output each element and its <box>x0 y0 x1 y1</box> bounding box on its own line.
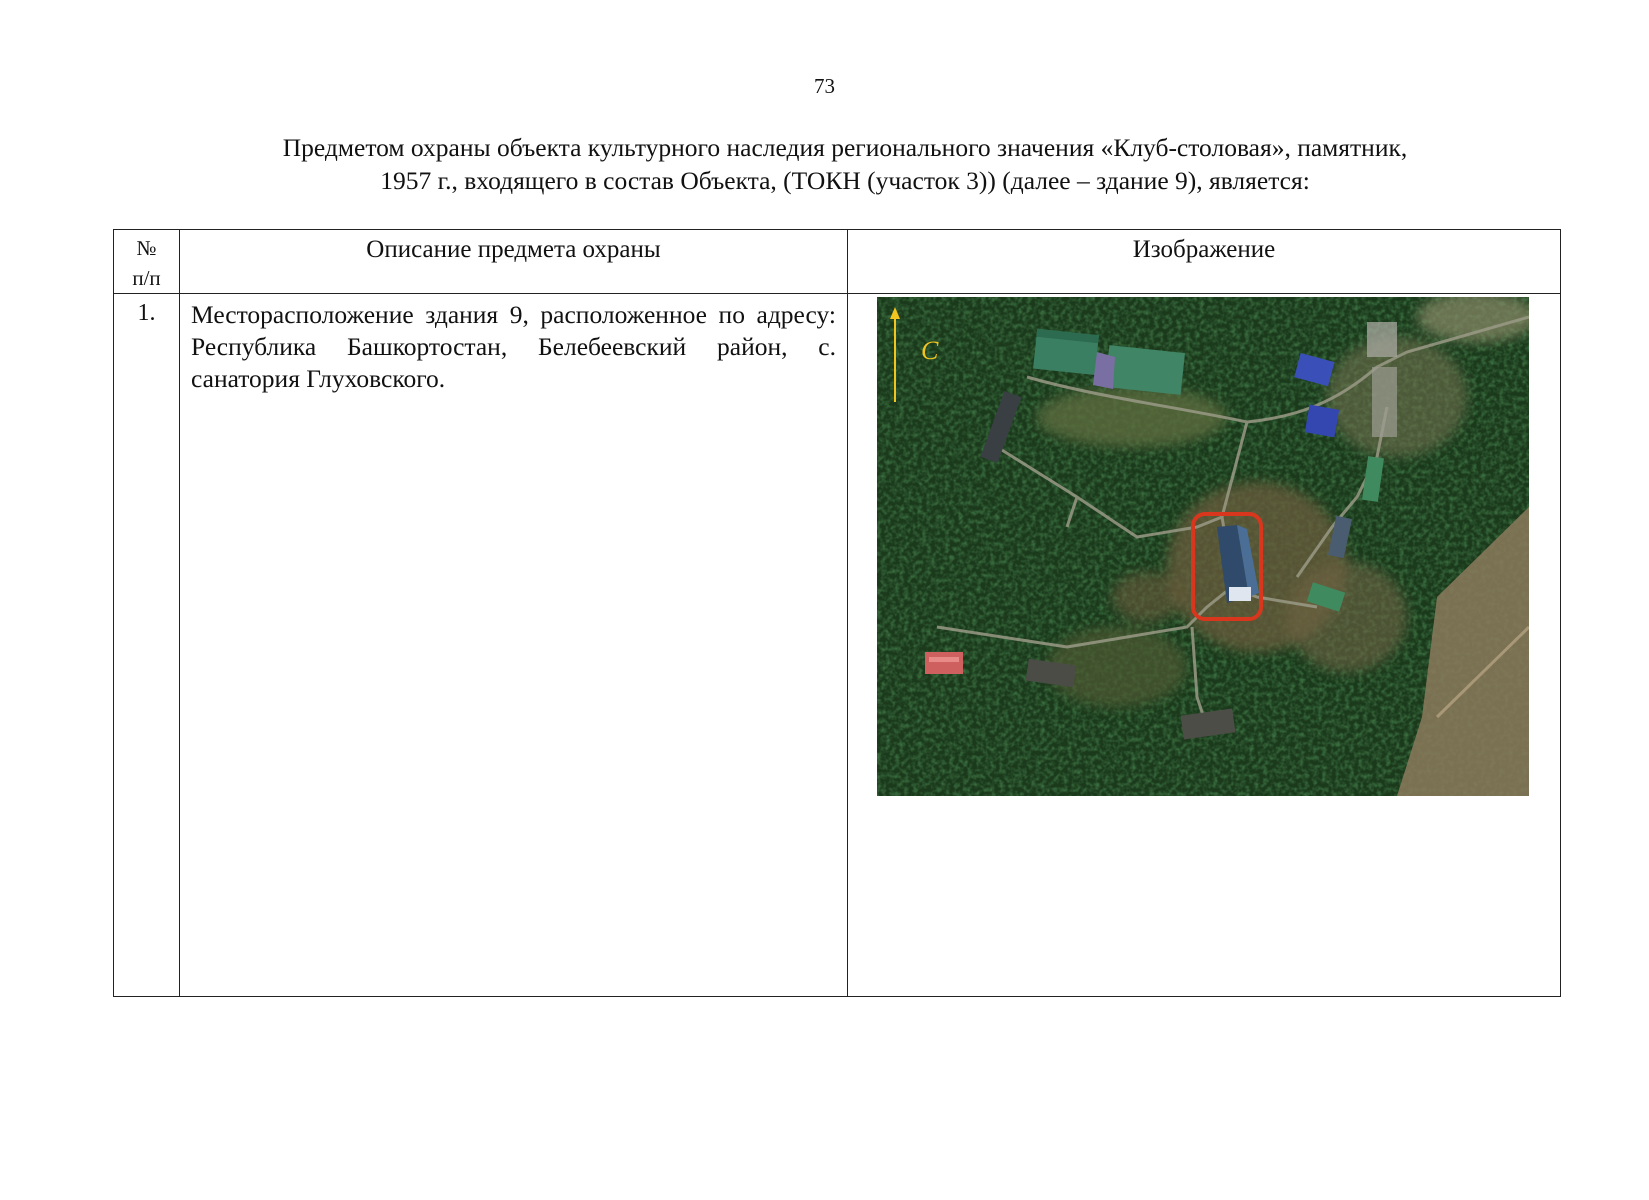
header-num-symbol: № <box>136 236 157 260</box>
header-num <box>114 230 180 294</box>
heading-line-2: 1957 г., входящего в состав Объекта, (ТОКН (участок 3)) (далее – здание 9), является: <box>380 166 1310 195</box>
row-image-cell <box>848 294 1561 997</box>
table-header-row <box>114 230 1561 294</box>
header-num-abbr: п/п <box>132 266 161 290</box>
satellite-map-image <box>877 297 1529 796</box>
parking-lot-2 <box>1372 367 1397 437</box>
row-description: Месторасположение здания 9, расположенное по адресу: Республика Башкортостан, Белебеевский район, с. санатория Глуховского. <box>180 294 848 997</box>
blue-building-2 <box>1305 405 1339 438</box>
parking-lot <box>1367 322 1397 357</box>
red-roof-building <box>925 652 963 674</box>
red-roof-ridge <box>929 657 959 662</box>
table-row <box>114 294 1561 997</box>
row-number: 1. <box>114 294 180 997</box>
heading-line-1: Предметом охраны объекта культурного наследия регионального значения «Клуб-столовая», памятник, <box>282 133 1408 162</box>
header-image: Изображение <box>848 230 1561 294</box>
protection-table <box>113 229 1561 997</box>
document-heading <box>200 131 1490 197</box>
page-number: 73 <box>814 74 835 98</box>
header-description: Описание предмета охраны <box>180 230 848 294</box>
north-label: С <box>921 336 939 365</box>
